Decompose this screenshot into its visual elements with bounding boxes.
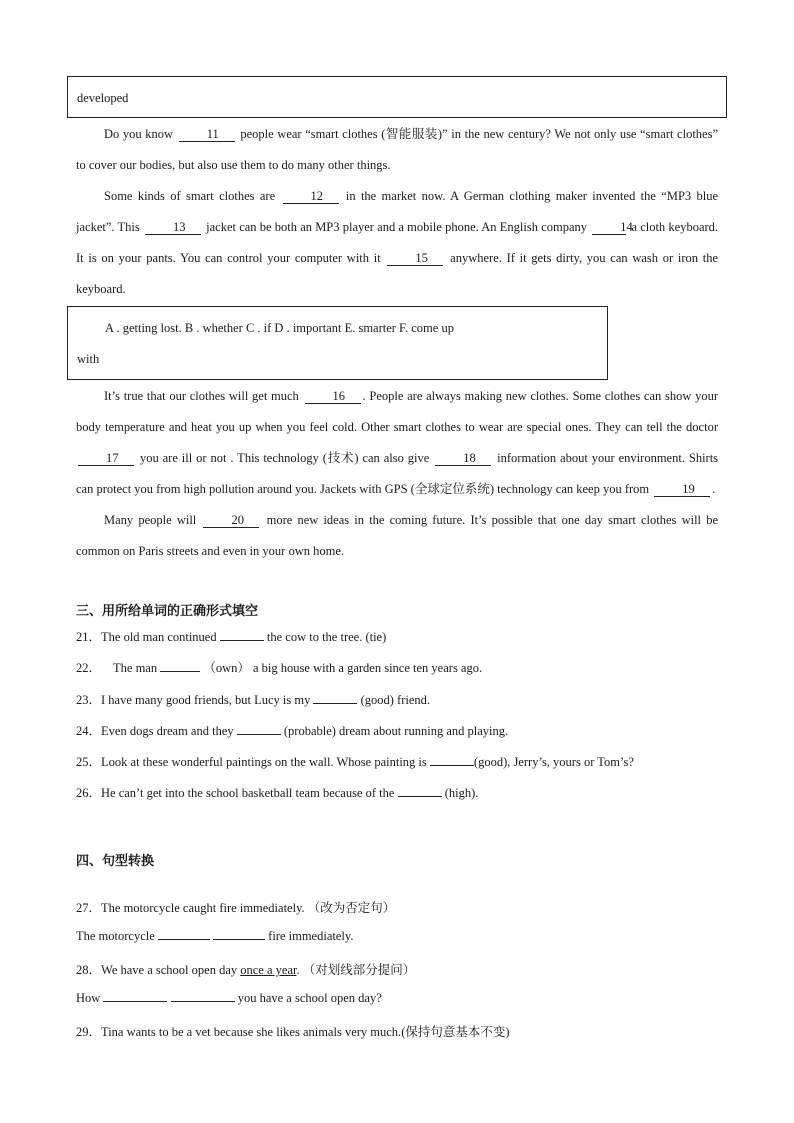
paragraph-3: It’s true that our clothes will get much 16 . People are always making new clothes. Some clothes can show your body temperature and heat you up when you feel cold. Other smart clothes to wear are special ones. They can tell the doctor 17 you are ill or not . This technology (技术) can also give 18 information about your environment. Shirts can protect you from high pollution around you. Jackets with GPS (全球定位系统) technology can keep you from 19 . [76, 389, 719, 496]
answer-blank-23[interactable] [313, 703, 357, 704]
blank-19[interactable]: 19 [654, 482, 710, 497]
question-28-answer: How you have a school open day? [76, 991, 382, 1005]
answer-blank-28a[interactable] [103, 1001, 167, 1002]
blank-18[interactable]: 18 [435, 451, 491, 466]
section-3-title: 三、用所给单词的正确形式填空 [76, 604, 259, 619]
question-21: 21．The old man continued the cow to the tree. (tie) [76, 630, 387, 644]
paragraph-1: Do you know 11 people wear “smart clothes (智能服装)” in the new century? We not only use “smart clothes” to cover our bodies, but also use them to do many other things. [76, 127, 719, 172]
passage-part-1 [76, 119, 718, 305]
answer-blank-27a[interactable] [158, 939, 210, 940]
answer-blank-28b[interactable] [171, 1001, 235, 1002]
question-29: 29．Tina wants to be a vet because she likes animals very much.(保持句意基本不变) [76, 1025, 510, 1039]
blank-20[interactable]: 20 [203, 513, 259, 528]
answer-blank-22[interactable] [160, 671, 200, 672]
question-28: 28．We have a school open day once a year. （对划线部分提问） [76, 963, 416, 977]
blank-14[interactable]: 14 [592, 220, 626, 235]
question-27-answer: The motorcycle fire immediately. [76, 929, 354, 943]
box-text: developed [77, 91, 129, 105]
blank-13[interactable]: 13 [145, 220, 201, 235]
passage-part-2 [76, 381, 718, 567]
options-line-2: with [77, 352, 100, 366]
question-24: 24．Even dogs dream and they (probable) dream about running and playing. [76, 724, 509, 738]
answer-blank-27b[interactable] [213, 939, 265, 940]
question-23: 23．I have many good friends, but Lucy is my (good) friend. [76, 693, 431, 707]
answer-blank-21[interactable] [220, 640, 264, 641]
options-line-1: A . getting lost. B . whether C . if D . important E. smarter F. come up [105, 321, 454, 335]
question-26: 26．He can’t get into the school basketball team because of the (high). [76, 786, 479, 800]
paragraph-2: Some kinds of smart clothes are 12 in the market now. A German clothing maker invented the “MP3 blue jacket”. This 13 jacket can be both an MP3 player and a mobile phone. An English company 14 a cloth keyboard. It is on your pants. You can control your computer with it 15 anywhere. If it gets dirty, you can wash or iron the keyboard. [76, 189, 719, 296]
option-box-words [67, 306, 608, 380]
paragraph-4: Many people will 20 more new ideas in the coming future. It’s possible that one day smart clothes will be common on Paris streets and even in your own home. [76, 513, 718, 558]
section-4-title: 四、句型转换 [76, 854, 155, 869]
option-box-top [67, 76, 727, 118]
answer-blank-26[interactable] [398, 796, 442, 797]
answer-blank-25[interactable] [430, 765, 474, 766]
blank-16[interactable]: 16 [305, 389, 361, 404]
question-22: 22． The man （own） a big house with a garden since ten years ago. [76, 661, 483, 675]
blank-11[interactable]: 11 [179, 127, 235, 142]
underlined-phrase: once a year [240, 963, 297, 977]
question-25: 25．Look at these wonderful paintings on the wall. Whose painting is (good), Jerry’s, yours or Tom’s? [76, 755, 634, 769]
blank-15[interactable]: 15 [387, 251, 443, 266]
answer-blank-24[interactable] [237, 734, 281, 735]
question-27: 27．The motorcycle caught fire immediately. （改为否定句） [76, 901, 396, 915]
blank-17[interactable]: 17 [78, 451, 134, 466]
blank-12[interactable]: 12 [283, 189, 339, 204]
